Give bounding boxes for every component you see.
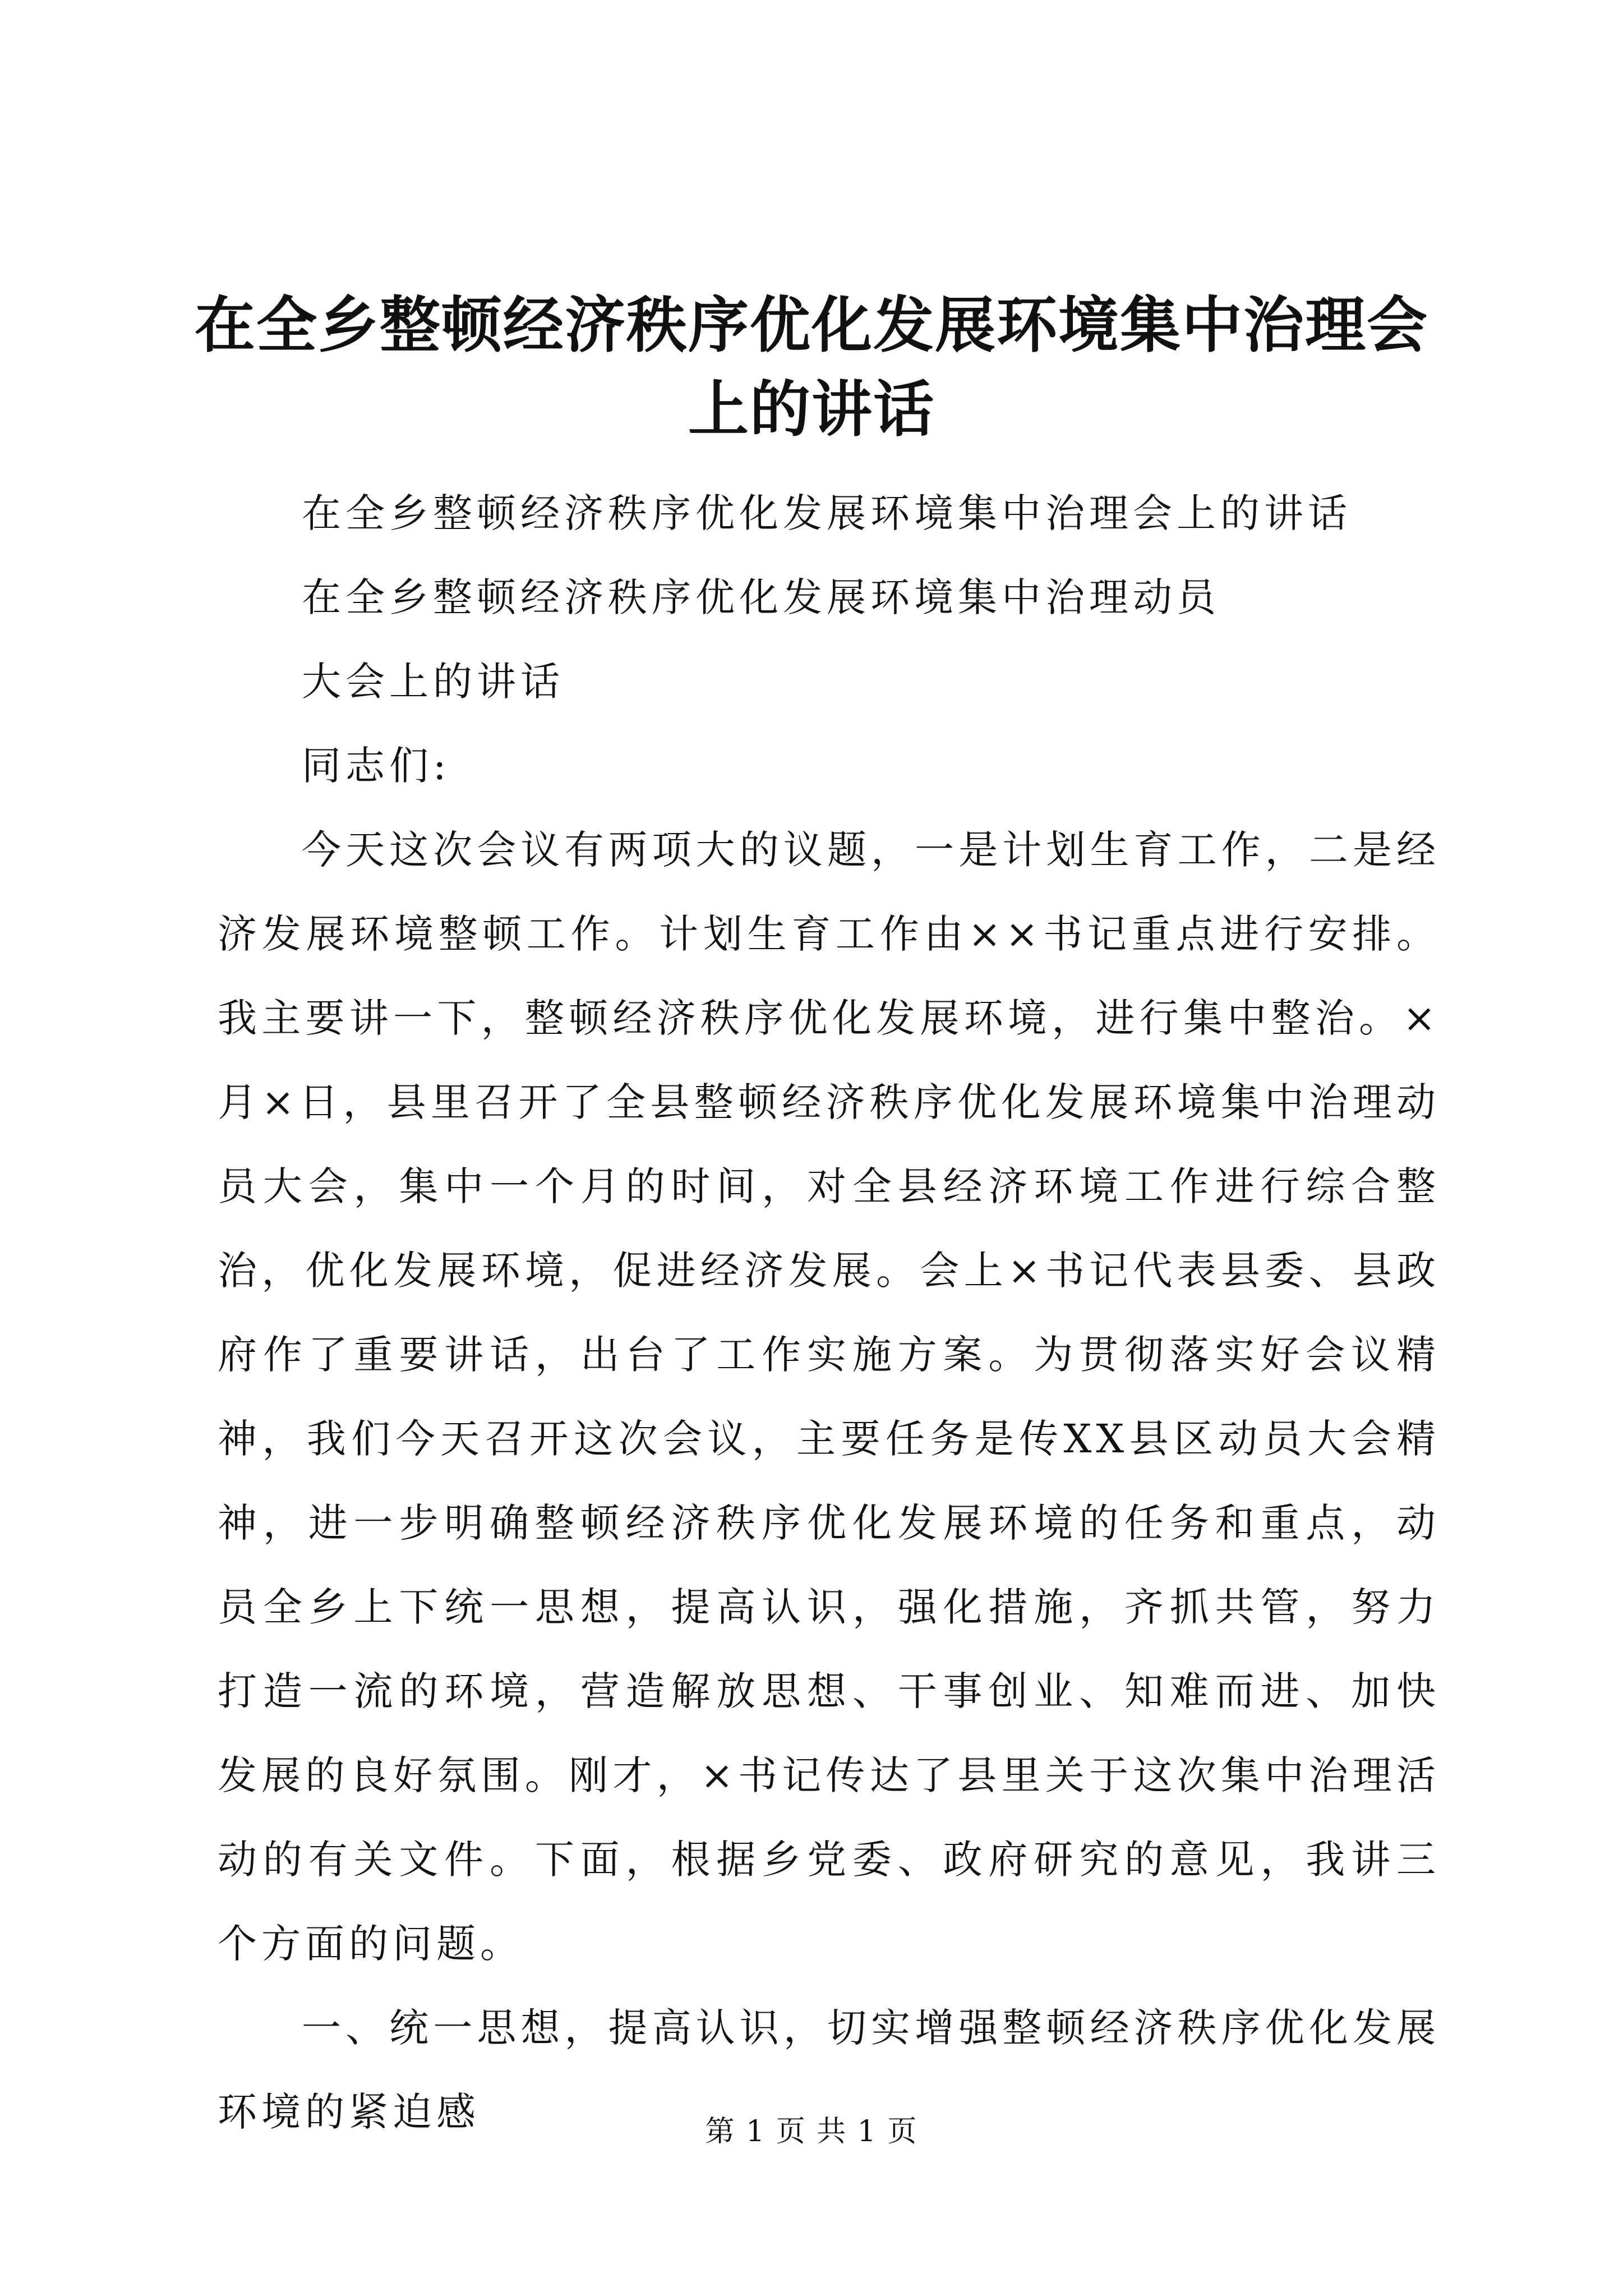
paragraph-1: 今天这次会议有两项大的议题，一是计划生育工作，二是经济发展环境整顿工作。计划生育工作由××书记重点进行安排。我主要讲一下，整顿经济秩序优化发展环境，进行集中整治。×月×日，县里召开了全县整顿经济秩序优化发展环境集中治理动员大会，集中一个月的时间，对全县经济环境工作进行综合整治，优化发展环境，促进经济发展。会上×书记代表县委、县政府作了重要讲话，出台了工作实施方案。为贯彻落实好会议精神，我们今天召开这次会议，主要任务是传XX县区动员大会精神，进一步明确整顿经济秩序优化发展环境的任务和重点，动员全乡上下统一思想，提高认识，强化措施，齐抓共管，努力打造一流的环境，营造解放思想、干事创业、知难而进、加快发展的良好氛围。刚才，×书记传达了县里关于这次集中治理活动的有关文件。下面，根据乡党委、政府研究的意见，我讲三个方面的问题。: [218, 827, 1440, 1967]
subtitle-line-3: 大会上的讲话: [302, 659, 564, 705]
subtitle-line-1: 在全乡整顿经济秩序优化发展环境集中治理会上的讲话: [302, 490, 1352, 536]
document-body: [218, 471, 1440, 2154]
title-line-1: 在全乡整顿经济秩序优化发展环境集中治理会: [194, 290, 1428, 361]
subtitle-line-2: 在全乡整顿经济秩序优化发展环境集中治理动员: [302, 574, 1220, 620]
greeting: 同志们:: [302, 743, 451, 789]
document-title: [168, 283, 1455, 452]
page-footer: 第 1 页 共 1 页: [705, 2115, 918, 2148]
section-heading-1: 一、统一思想，提高认识，切实增强整顿经济秩序优化发展环境的紧迫感: [218, 2005, 1440, 2135]
title-line-2: 上的讲话: [688, 374, 935, 445]
